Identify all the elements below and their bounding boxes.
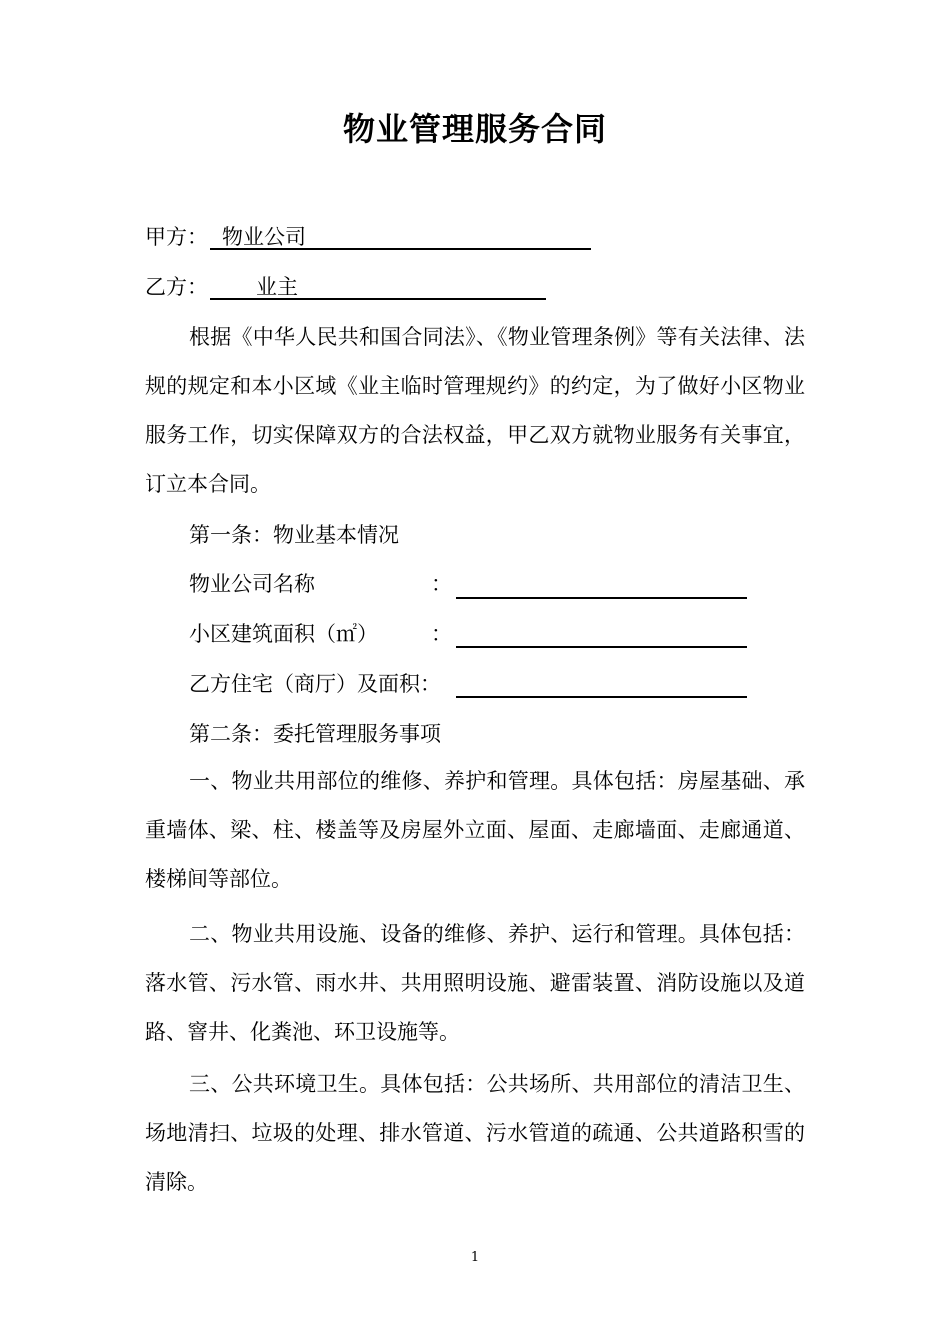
field-label-residence-area: 乙方住宅（商厅）及面积： xyxy=(189,672,441,696)
field-colon: ： xyxy=(431,572,452,596)
party-b-label: 乙方： xyxy=(145,275,208,299)
page-title: 物业管理服务合同 xyxy=(342,110,607,148)
article-2-item-1: 一、物业共用部位的维修、养护和管理。具体包括：房屋基础、承重墙体、梁、柱、楼盖等及房屋外立面、屋面、走廊墙面、走廊通道、楼梯间等部位。 xyxy=(145,769,805,891)
article-1-heading: 第一条：物业基本情况 xyxy=(189,523,399,547)
field-underline-company-name xyxy=(456,597,747,599)
party-a-value: 物业公司 xyxy=(222,225,306,249)
article-2-heading: 第二条：委托管理服务事项 xyxy=(189,722,441,746)
party-a-label: 甲方： xyxy=(145,225,208,249)
page-number: 1 xyxy=(470,1250,480,1265)
intro-paragraph: 根据《中华人民共和国合同法》、《物业管理条例》等有关法律、法规的规定和本小区域《业主临时管理规约》的约定，为了做好小区物业服务工作，切实保障双方的合法权益，甲乙双方就物业服务有关事宜，订立本合同。 xyxy=(145,325,805,496)
field-underline-building-area xyxy=(456,646,747,648)
article-2-item-3: 三、公共环境卫生。具体包括：公共场所、共用部位的清洁卫生、场地清扫、垃圾的处理、排水管道、污水管道的疏通、公共道路积雪的清除。 xyxy=(145,1072,805,1194)
party-b-value: 业主 xyxy=(256,275,298,299)
party-b-underline xyxy=(210,298,546,300)
field-label-building-area: 小区建筑面积（㎡） xyxy=(189,622,378,646)
article-2-item-2: 二、物业共用设施、设备的维修、养护、运行和管理。具体包括：落水管、污水管、雨水井、共用照明设施、避雷装置、消防设施以及道路、窨井、化粪池、环卫设施等。 xyxy=(145,922,805,1044)
party-a-underline xyxy=(210,248,591,250)
field-label-company-name: 物业公司名称 xyxy=(189,572,315,596)
field-underline-residence-area xyxy=(456,696,747,698)
field-colon: ： xyxy=(431,622,452,646)
